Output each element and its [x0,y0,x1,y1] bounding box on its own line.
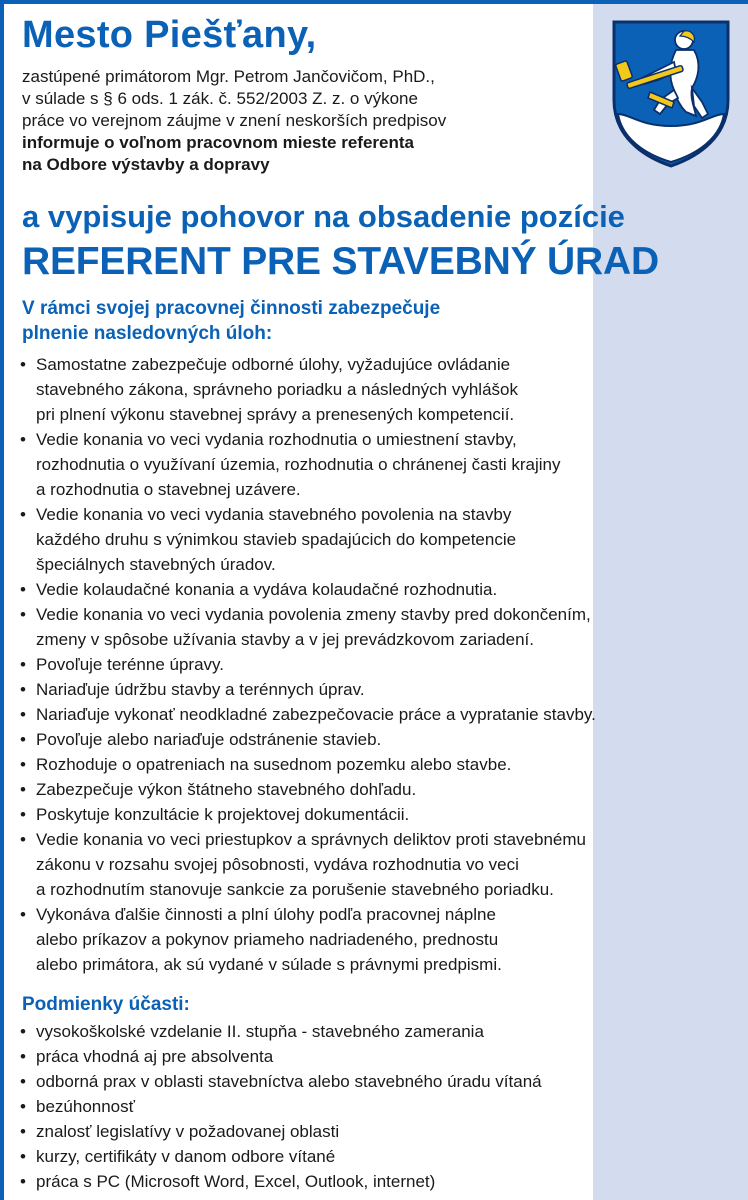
bullet-icon: • [20,605,26,624]
bullet-icon: • [20,1122,26,1141]
list-item-text: Povoľuje alebo nariaďuje odstránenie stavieb. [36,730,382,749]
list-item-text: Poskytuje konzultácie k projektovej dokumentácii. [36,805,410,824]
list-item-text: Vedie konania vo veci priestupkov a správnych deliktov proti stavebnému zákonu v rozsahu svojej pôsobnosti, vydáva rozhodnutia vo veci a rozhodnutím stanovuje sankcie za porušenie stavebného poriadku. [36,830,586,899]
list-item-text: práca vhodná aj pre absolventa [36,1047,274,1066]
frame-left-border [0,0,4,1200]
duties-title [22,296,440,346]
coat-of-arms-icon [610,18,732,168]
intro-line: zastúpené primátorom Mgr. Petrom Jančovičom, PhD., [22,67,435,86]
list-item [20,652,735,677]
bullet-icon: • [20,1172,26,1191]
list-item-text: vysokoškolské vzdelanie II. stupňa - stavebného zamerania [36,1022,484,1041]
intro-bold-line: na Odbore výstavby a dopravy [22,155,270,174]
bullet-icon: • [20,805,26,824]
conditions-list [20,1019,735,1194]
list-item [20,602,735,652]
bullet-icon: • [20,680,26,699]
bullet-icon: • [20,905,26,924]
list-item-text: odborná prax v oblasti stavebníctva alebo stavebného úradu vítaná [36,1072,542,1091]
intro-bold-line: informuje o voľnom pracovnom mieste referenta [22,133,414,152]
list-item [20,1069,735,1094]
list-item-text: znalosť legislatívy v požadovanej oblasti [36,1122,340,1141]
list-item-text: Vedie konania vo veci vydania povolenia zmeny stavby pred dokončením, zmeny v spôsobe užívania stavby a v jej prevádzkovom zariadení. [36,605,591,649]
intro-line: v súlade s § 6 ods. 1 zák. č. 552/2003 Z. z. o výkone [22,89,418,108]
list-item [20,502,735,577]
duties-title-line: plnenie nasledovných úloh: [22,323,273,344]
bullet-icon: • [20,355,26,374]
bullet-icon: • [20,1047,26,1066]
frame-top-border [0,0,748,4]
headline-intro: a vypisuje pohovor na obsadenie pozície [22,199,625,234]
list-item-text: Vedie konania vo veci vydania rozhodnutia o umiestnení stavby, rozhodnutia o využívaní územia, rozhodnutia o chránenej časti krajiny a rozhodnutia o stavebnej uzávere. [36,430,561,499]
bullet-icon: • [20,1072,26,1091]
list-item [20,902,735,977]
list-item [20,752,735,777]
list-item [20,1019,735,1044]
list-item [20,727,735,752]
bullet-icon: • [20,580,26,599]
conditions-title: Podmienky účasti: [22,994,190,1015]
list-item-text: Nariaďuje vykonať neodkladné zabezpečovacie práce a vypratanie stavby. [36,705,596,724]
list-item [20,577,735,602]
intro-text [22,66,582,176]
list-item [20,702,735,727]
list-item [20,802,735,827]
bullet-icon: • [20,730,26,749]
duties-title-line: V rámci svojej pracovnej činnosti zabezpečuje [22,298,441,319]
list-item [20,1144,735,1169]
list-item-text: Rozhoduje o opatreniach na susednom pozemku alebo stavbe. [36,755,512,774]
bullet-icon: • [20,780,26,799]
list-item-text: Samostatne zabezpečuje odborné úlohy, vyžadujúce ovládanie stavebného zákona, správneho poriadku a následných vyhlášok pri plnení výkonu stavebnej správy a prenesených kompetencií. [36,355,518,424]
list-item-text: Vedie kolaudačné konania a vydáva kolaudačné rozhodnutia. [36,580,498,599]
bullet-icon: • [20,505,26,524]
list-item-text: kurzy, certifikáty v danom odbore vítané [36,1147,336,1166]
list-item [20,1169,735,1194]
bullet-icon: • [20,655,26,674]
list-item [20,677,735,702]
bullet-icon: • [20,1147,26,1166]
list-item-text: Vedie konania vo veci vydania stavebného povolenia na stavby každého druhu s výnimkou stavieb spadajúcich do kompetencie špeciálnych stavebných úradov. [36,505,517,574]
list-item-text: bezúhonnosť [36,1097,136,1116]
list-item [20,1094,735,1119]
list-item [20,352,735,427]
page-title: Mesto Piešťany, [22,14,317,56]
list-item-text: Vykonáva ďalšie činnosti a plní úlohy podľa pracovnej náplne alebo príkazov a pokynov priameho nadriadeného, prednostu alebo primátora, ak sú vydané v súlade s právnymi predpismi. [36,905,502,974]
bullet-icon: • [20,705,26,724]
bullet-icon: • [20,1022,26,1041]
list-item-text: práca s PC (Microsoft Word, Excel, Outlook, internet) [36,1172,436,1191]
list-item [20,1044,735,1069]
list-item [20,1119,735,1144]
list-item [20,777,735,802]
bullet-icon: • [20,755,26,774]
list-item-text: Zabezpečuje výkon štátneho stavebného dohľadu. [36,780,417,799]
list-item [20,827,735,902]
list-item [20,427,735,502]
bullet-icon: • [20,830,26,849]
bullet-icon: • [20,1097,26,1116]
duties-list [20,352,735,977]
list-item-text: Povoľuje terénne úpravy. [36,655,224,674]
intro-line: práce vo verejnom záujme v znení neskorších predpisov [22,111,447,130]
position-title: REFERENT PRE STAVEBNÝ ÚRAD [22,240,659,283]
bullet-icon: • [20,430,26,449]
list-item-text: Nariaďuje údržbu stavby a terénnych úprav. [36,680,365,699]
